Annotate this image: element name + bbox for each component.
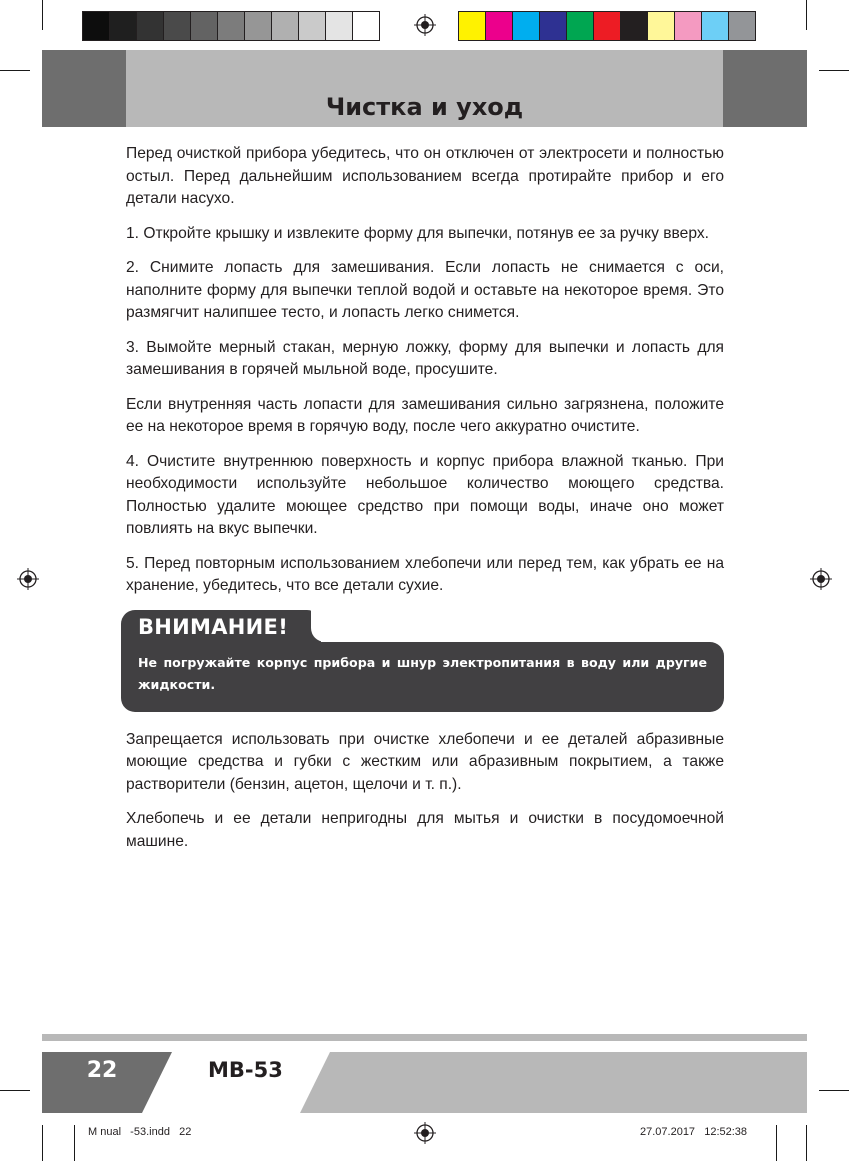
paragraph: 5. Перед повторным использованием хлебопечи или перед тем, как убрать ее на хранение, убедитесь, что все детали сухие.: [126, 554, 724, 594]
color-swatch: [485, 11, 513, 41]
color-swatch: [190, 11, 218, 41]
crop-mark: [74, 1125, 75, 1161]
crop-mark: [42, 0, 43, 30]
color-swatch: [593, 11, 621, 41]
color-swatch: [352, 11, 380, 41]
registration-mark-icon: [414, 14, 436, 36]
warning-box: [121, 610, 724, 712]
color-swatch: [325, 11, 353, 41]
header-right-block: [723, 50, 807, 127]
paragraph: 3. Вымойте мерный стакан, мерную ложку, форму для выпечки и лопасть для замешивания в горячей мыльной воде, просушите.: [126, 338, 724, 378]
crop-mark: [806, 1125, 807, 1161]
paragraph: Перед очисткой прибора убедитесь, что он отключен от электросети и полностью остыл. Перед дальнейшим использованием всегда протирайте прибор и его детали насухо.: [126, 145, 724, 207]
warning-title: ВНИМАНИЕ!: [138, 614, 289, 639]
page-number: 22: [86, 1058, 118, 1083]
color-swatch: [109, 11, 137, 41]
paragraph: 4. Очистите внутреннюю поверхность и корпус прибора влажной тканью. При необходимости используйте небольшое количество моющего средства. Полностью удалите моющее средство при помощи воды, иначе оно может повлиять на вкус выпечки.: [126, 452, 724, 537]
color-swatch: [217, 11, 245, 41]
gray-color-bar: [82, 11, 379, 41]
paragraph: Хлебопечь и ее детали непригодны для мытья и очистки в посудомоечной машине.: [126, 810, 724, 850]
color-swatch: [512, 11, 540, 41]
warning-tab-cutout: [311, 610, 724, 642]
color-swatch: [728, 11, 756, 41]
paragraph: 1. Откройте крышку и извлеките форму для выпечки, потянув ее за ручку вверх.: [126, 224, 709, 242]
warning-text: Не погружайте корпус прибора и шнур электропитания в воду или другие жидкости.: [138, 654, 707, 692]
paragraph: Запрещается использовать при очистке хлебопечи и ее деталей абразивные моющие средства и губки с жестким или абразивным покрытием, а также растворители (бензин, ацетон, щелочи и т. п.).: [126, 730, 724, 793]
color-swatch: [136, 11, 164, 41]
paragraph: Если внутренняя часть лопасти для замешивания сильно загрязнена, положите ее на некоторое время в горячую воду, после чего аккуратно очистите.: [126, 395, 724, 435]
color-swatch: [271, 11, 299, 41]
crop-mark: [0, 70, 30, 71]
model-name: MB-53: [208, 1058, 283, 1082]
registration-mark-icon: [17, 568, 39, 590]
footer-right-band: [300, 1052, 807, 1113]
color-swatch: [539, 11, 567, 41]
crop-mark: [776, 1125, 777, 1161]
color-swatch: [647, 11, 675, 41]
page-title: Чистка и уход: [325, 93, 524, 121]
color-swatch: [458, 11, 486, 41]
registration-mark-icon: [810, 568, 832, 590]
paragraph: 2. Снимите лопасть для замешивания. Если лопасть не снимается с оси, наполните форму для выпечки теплой водой и оставьте на некоторое время. Это размягчит налипшее тесто, и лопасть легко снимется.: [126, 259, 724, 321]
color-swatch: [298, 11, 326, 41]
color-swatch: [244, 11, 272, 41]
color-swatch: [82, 11, 110, 41]
slug-filename: M nual -53.indd 22: [88, 1126, 192, 1138]
slug-datetime: 27.07.2017 12:52:38: [640, 1126, 748, 1138]
header-left-block: [42, 50, 126, 127]
crop-mark: [819, 1090, 849, 1091]
color-swatch: [701, 11, 729, 41]
process-color-bar: [458, 11, 755, 41]
crop-mark: [42, 1125, 43, 1161]
color-swatch: [163, 11, 191, 41]
footer-rule: [42, 1034, 807, 1041]
crop-mark: [819, 70, 849, 71]
crop-mark: [806, 0, 807, 30]
content: [126, 143, 724, 865]
color-swatch: [620, 11, 648, 41]
color-swatch: [566, 11, 594, 41]
crop-mark: [0, 1090, 30, 1091]
registration-mark-icon: [414, 1122, 436, 1144]
color-swatch: [674, 11, 702, 41]
